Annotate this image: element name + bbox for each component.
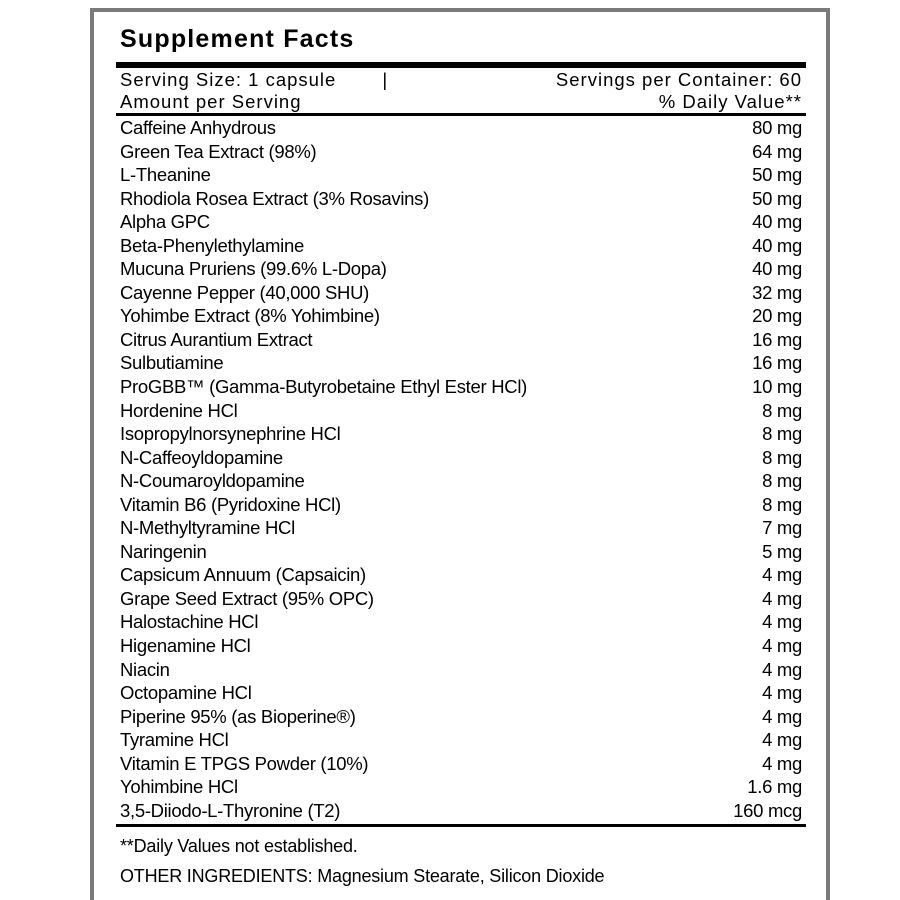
ingredient-row xyxy=(120,422,802,446)
daily-value-header: % Daily Value** xyxy=(658,91,802,112)
ingredient-amount: 50 mg xyxy=(752,164,802,186)
ingredient-row xyxy=(120,587,802,611)
daily-value-footnote: **Daily Values not established. xyxy=(120,836,358,857)
ingredient-row xyxy=(120,658,802,682)
amount-header-row xyxy=(120,91,802,113)
ingredient-amount: 50 mg xyxy=(752,187,802,209)
ingredient-name: Tyramine HCl xyxy=(120,729,229,751)
ingredient-name: N-Caffeoyldopamine xyxy=(120,446,283,468)
ingredient-amount: 4 mg xyxy=(762,611,802,633)
ingredient-name: Citrus Aurantium Extract xyxy=(120,328,313,350)
ingredient-name: Naringenin xyxy=(120,540,207,562)
ingredient-row xyxy=(120,187,802,211)
ingredient-name: Alpha GPC xyxy=(120,211,210,233)
ingredient-name: Sulbutiamine xyxy=(120,352,224,374)
ingredient-name: Isopropylnorsynephrine HCl xyxy=(120,423,341,445)
ingredient-name: Mucuna Pruriens (99.6% L-Dopa) xyxy=(120,258,387,280)
ingredient-name: N-Methyltyramine HCl xyxy=(120,517,295,539)
ingredient-amount: 5 mg xyxy=(762,540,802,562)
ingredient-amount: 8 mg xyxy=(762,493,802,515)
ingredient-row xyxy=(120,752,802,776)
serving-info xyxy=(116,68,806,113)
ingredient-row xyxy=(120,775,802,799)
ingredient-name: Octopamine HCl xyxy=(120,682,252,704)
ingredient-name: 3,5-Diiodo-L-Thyronine (T2) xyxy=(120,799,341,821)
ingredient-name: Halostachine HCl xyxy=(120,611,259,633)
ingredient-amount: 4 mg xyxy=(762,682,802,704)
serving-row xyxy=(120,69,802,91)
ingredient-amount: 1.6 mg xyxy=(747,776,802,798)
ingredient-amount: 4 mg xyxy=(762,752,802,774)
ingredient-row xyxy=(120,799,802,823)
ingredient-name: Vitamin B6 (Pyridoxine HCl) xyxy=(120,493,341,515)
ingredient-name: Rhodiola Rosea Extract (3% Rosavins) xyxy=(120,187,429,209)
ingredient-row xyxy=(120,281,802,305)
ingredient-amount: 4 mg xyxy=(762,658,802,680)
ingredient-name: Capsicum Annuum (Capsaicin) xyxy=(120,564,366,586)
ingredient-amount: 8 mg xyxy=(762,446,802,468)
ingredient-amount: 64 mg xyxy=(752,140,802,162)
ingredient-amount: 4 mg xyxy=(762,705,802,727)
ingredient-row xyxy=(120,210,802,234)
ingredient-row xyxy=(120,399,802,423)
ingredient-row xyxy=(120,328,802,352)
servings-per-container: Servings per Container: 60 xyxy=(555,69,802,90)
ingredient-list xyxy=(116,116,806,822)
list-bottom-divider xyxy=(116,824,806,827)
ingredient-amount: 40 mg xyxy=(752,211,802,233)
ingredient-amount: 8 mg xyxy=(762,423,802,445)
ingredient-row xyxy=(120,304,802,328)
ingredient-amount: 10 mg xyxy=(752,376,802,398)
ingredient-amount: 4 mg xyxy=(762,587,802,609)
ingredient-row xyxy=(120,540,802,564)
ingredient-row xyxy=(120,634,802,658)
ingredient-name: Green Tea Extract (98%) xyxy=(120,140,317,162)
serving-separator: | xyxy=(382,69,389,90)
ingredient-name: Yohimbine HCl xyxy=(120,776,238,798)
ingredient-amount: 4 mg xyxy=(762,635,802,657)
ingredient-amount: 7 mg xyxy=(762,517,802,539)
ingredient-name: Piperine 95% (as Bioperine®) xyxy=(120,705,356,727)
ingredient-name: Vitamin E TPGS Powder (10%) xyxy=(120,752,369,774)
ingredient-name: Yohimbe Extract (8% Yohimbine) xyxy=(120,305,380,327)
ingredient-amount: 160 mcg xyxy=(733,799,802,821)
ingredient-row xyxy=(120,446,802,470)
ingredient-name: Cayenne Pepper (40,000 SHU) xyxy=(120,281,369,303)
ingredient-row xyxy=(120,257,802,281)
ingredient-row xyxy=(120,375,802,399)
ingredient-row xyxy=(120,469,802,493)
ingredient-amount: 8 mg xyxy=(762,470,802,492)
ingredient-name: Beta-Phenylethylamine xyxy=(120,234,304,256)
ingredient-row xyxy=(120,728,802,752)
ingredient-row xyxy=(120,705,802,729)
ingredient-row xyxy=(120,563,802,587)
panel-title: Supplement Facts xyxy=(120,25,355,53)
ingredient-amount: 16 mg xyxy=(752,352,802,374)
ingredient-row xyxy=(120,140,802,164)
ingredient-name: Higenamine HCl xyxy=(120,635,251,657)
ingredient-amount: 8 mg xyxy=(762,399,802,421)
ingredient-amount: 40 mg xyxy=(752,258,802,280)
serving-size-text: Serving Size: 1 capsule xyxy=(120,69,337,90)
ingredient-name: N-Coumaroyldopamine xyxy=(120,470,305,492)
ingredient-amount: 80 mg xyxy=(752,117,802,138)
ingredient-row xyxy=(120,681,802,705)
ingredient-amount: 4 mg xyxy=(762,729,802,751)
ingredient-amount: 40 mg xyxy=(752,234,802,256)
ingredient-row xyxy=(120,163,802,187)
ingredient-row xyxy=(120,493,802,517)
ingredient-name: Hordenine HCl xyxy=(120,399,238,421)
ingredient-name: Grape Seed Extract (95% OPC) xyxy=(120,587,374,609)
ingredient-amount: 20 mg xyxy=(752,305,802,327)
ingredient-row xyxy=(120,234,802,258)
amount-per-serving-header: Amount per Serving xyxy=(120,91,302,112)
supplement-facts-panel xyxy=(90,8,830,900)
ingredient-name: L-Theanine xyxy=(120,164,211,186)
ingredient-row xyxy=(120,610,802,634)
ingredient-name: Niacin xyxy=(120,658,170,680)
ingredient-amount: 32 mg xyxy=(752,281,802,303)
ingredient-amount: 4 mg xyxy=(762,564,802,586)
ingredient-name: Caffeine Anhydrous xyxy=(120,117,276,138)
ingredient-amount: 16 mg xyxy=(752,328,802,350)
ingredient-name: ProGBB™ (Gamma-Butyrobetaine Ethyl Ester HCl) xyxy=(120,376,527,398)
ingredient-row xyxy=(120,116,802,140)
ingredient-row xyxy=(120,351,802,375)
other-ingredients: OTHER INGREDIENTS: Magnesium Stearate, Silicon Dioxide xyxy=(120,866,605,887)
panel-content xyxy=(116,12,806,888)
ingredient-row xyxy=(120,516,802,540)
serving-size xyxy=(120,69,394,91)
